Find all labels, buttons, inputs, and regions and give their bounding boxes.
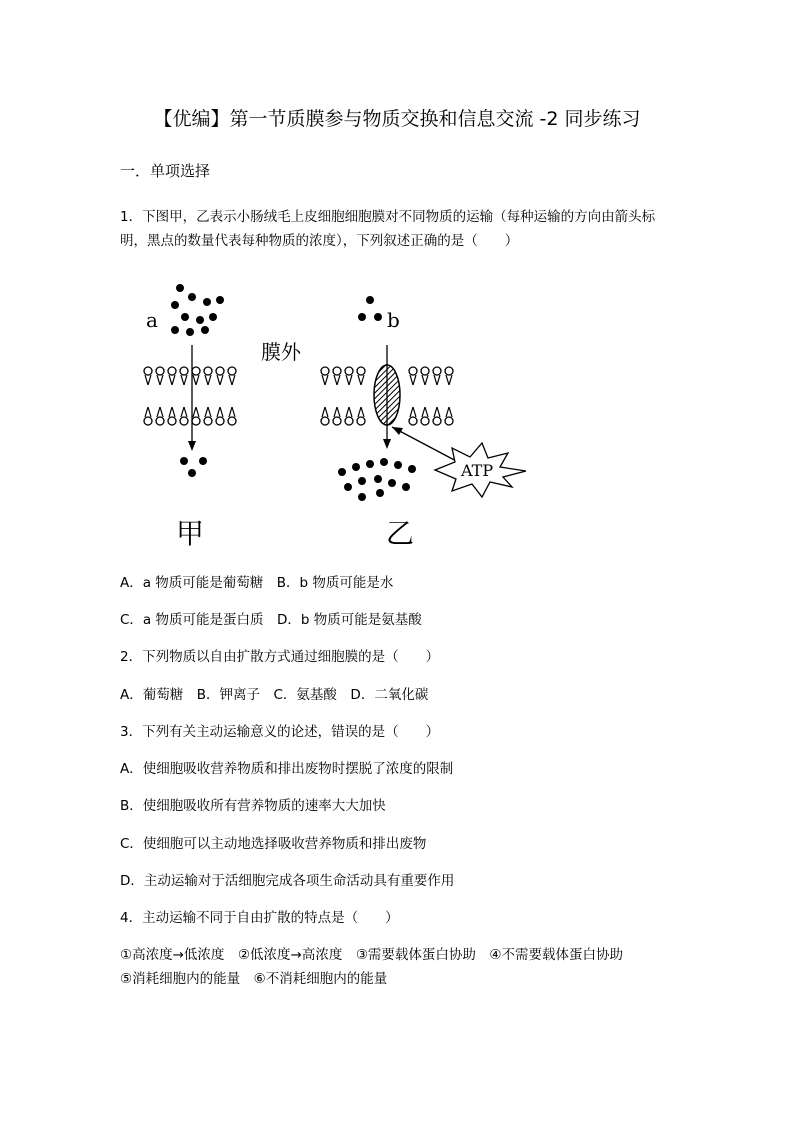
molecules-a-inside xyxy=(180,457,207,477)
question-3-option-b: B．使细胞吸收所有营养物质的速率大大加快 xyxy=(120,798,386,814)
question-1-options-cd: C．a 物质可能是蛋白质 D．b 物质可能是氨基酸 xyxy=(120,612,422,628)
molecules-b-outside xyxy=(358,296,382,321)
label-b: b xyxy=(387,308,400,332)
question-2-stem: 2．下列物质以自由扩散方式通过细胞膜的是（ ） xyxy=(120,649,440,665)
question-3-stem: 3．下列有关主动运输意义的论述，错误的是（ ） xyxy=(120,724,440,740)
question-4-choices-line2: ⑤消耗细胞内的能量 ⑥不消耗细胞内的能量 xyxy=(120,971,388,987)
arrow-atp-energy xyxy=(392,427,460,463)
question-2-options: A．葡萄糖 B．钾离子 C．氨基酸 D．二氧化碳 xyxy=(120,687,429,703)
question-1-options-ab: A．a 物质可能是葡萄糖 B．b 物质可能是水 xyxy=(120,575,394,591)
page-title: 【优编】第一节质膜参与物质交换和信息交流 -2 同步练习 xyxy=(153,108,641,130)
arrow-left-transport xyxy=(188,345,196,451)
label-yi: 乙 xyxy=(386,517,415,550)
membrane-left xyxy=(144,367,236,425)
question-4-stem: 4．主动运输不同于自由扩散的特点是（ ） xyxy=(120,910,399,926)
question-1-stem: 1．下图甲，乙表示小肠绒毛上皮细胞细胞膜对不同物质的运输（每种运输的方向由箭头标明，黑点的数量代表每种物质的浓度），下列叙述正确的是（ ） xyxy=(120,209,656,249)
label-a: a xyxy=(146,308,158,332)
molecules-b-inside xyxy=(338,458,416,501)
question-3-option-a: A．使细胞吸收营养物质和排出废物时摆脱了浓度的限制 xyxy=(120,761,454,777)
question-4-choices-line1: ①高浓度→低浓度 ②低浓度→高浓度 ③需要载体蛋白协助 ④不需要载体蛋白协助 xyxy=(120,947,624,963)
label-atp: ATP xyxy=(461,461,494,480)
label-jia: 甲 xyxy=(176,517,205,550)
section-heading: 一．单项选择 xyxy=(120,162,211,180)
membrane-transport-figure xyxy=(130,275,550,555)
question-3-option-c: C．使细胞可以主动地选择吸收营养物质和排出废物 xyxy=(120,836,427,852)
molecules-a-outside xyxy=(171,284,224,336)
label-membrane-outside: 膜外 xyxy=(261,340,301,364)
question-3-option-d: D．主动运输对于活细胞完成各项生命活动具有重要作用 xyxy=(120,873,455,889)
